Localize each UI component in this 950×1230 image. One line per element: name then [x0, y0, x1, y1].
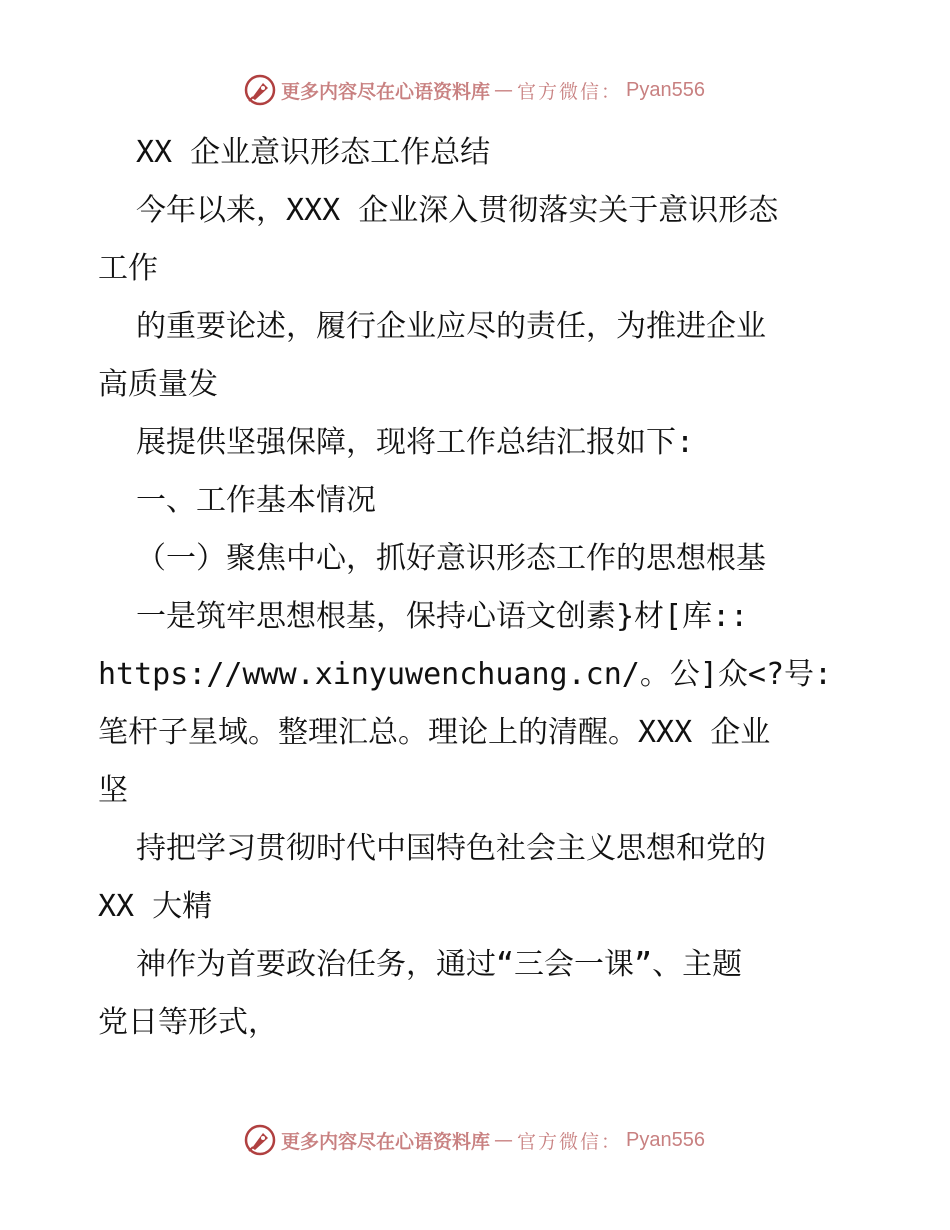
footer-wechat-label: 官方微信：: [517, 1130, 623, 1153]
paragraph-line: https://www.xinyuwenchuang.cn/。公]众<?号:: [98, 657, 833, 692]
header-wechat-id: Pyan556: [626, 78, 705, 101]
footer-wechat-id: Pyan556: [626, 1128, 705, 1151]
document-body: [98, 124, 858, 1052]
paragraph-line: 笔杆子星域。整理汇总。理论上的清醒。XXX 企业: [98, 715, 771, 750]
paragraph-line: XX 大精: [98, 889, 213, 924]
header-banner-text: 更多内容尽在心语资料库: [281, 80, 491, 103]
document-title: XX 企业意识形态工作总结: [136, 135, 491, 170]
paragraph-line: 持把学习贯彻时代中国特色社会主义思想和党的: [136, 831, 766, 866]
header-banner: [0, 70, 950, 110]
paragraph-line: 工作: [98, 251, 158, 286]
footer-banner-inner: [243, 1123, 705, 1157]
header-banner-dash: —: [494, 79, 514, 101]
paragraph-line: 今年以来，XXX 企业深入贯彻落实关于意识形态: [136, 193, 779, 228]
footer-banner-dash: —: [494, 1129, 514, 1151]
subsection-heading: （一）聚焦中心，抓好意识形态工作的思想根基: [136, 541, 766, 576]
paragraph-line: 坚: [98, 773, 128, 808]
paragraph-line: 党日等形式，: [98, 1005, 278, 1040]
footer-banner-text: 更多内容尽在心语资料库: [281, 1130, 491, 1153]
paragraph-line: 神作为首要政治任务，通过“三会一课”、主题: [136, 947, 743, 982]
paragraph-line: 的重要论述，履行企业应尽的责任，为推进企业: [136, 309, 766, 344]
section-heading: 一、工作基本情况: [136, 483, 376, 518]
header-wechat-label: 官方微信：: [517, 80, 623, 103]
header-banner-inner: [243, 73, 705, 107]
paragraph-line: 一是筑牢思想根基，保持心语文创素}材[库::: [136, 599, 749, 634]
paragraph-line: 展提供坚强保障，现将工作总结汇报如下:: [136, 425, 695, 460]
pen-nib-logo-icon: [243, 1123, 277, 1157]
footer-banner: [0, 1120, 950, 1160]
pen-nib-logo-icon: [243, 73, 277, 107]
paragraph-line: 高质量发: [98, 367, 218, 402]
